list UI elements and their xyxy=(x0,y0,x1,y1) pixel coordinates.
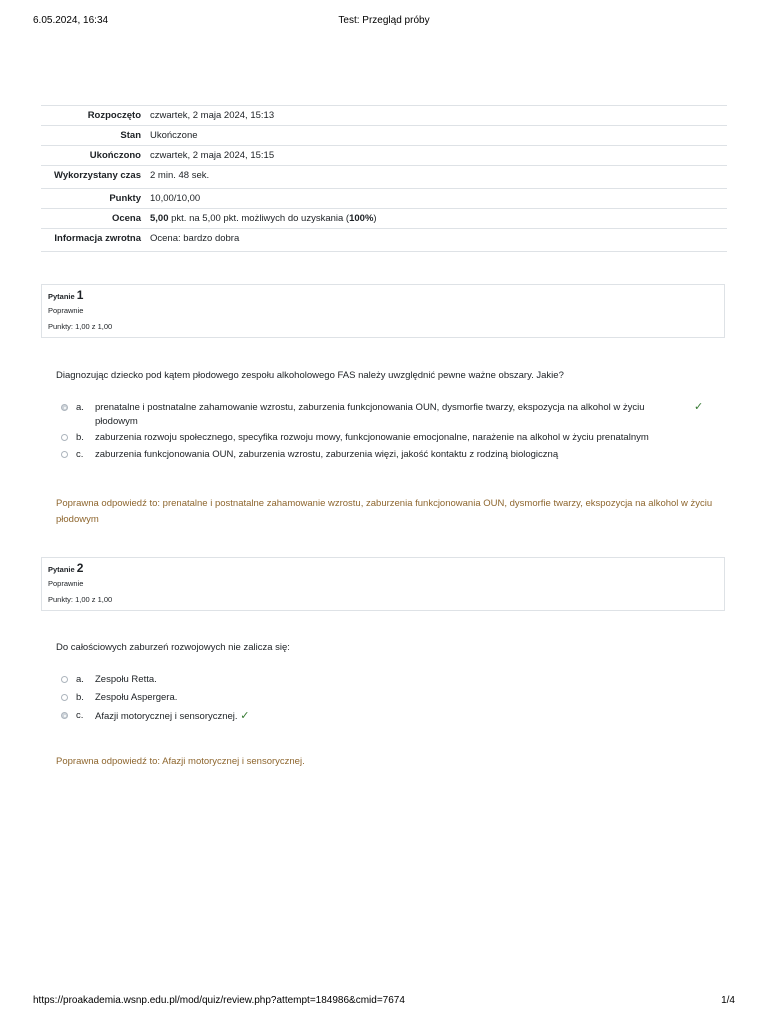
question-number xyxy=(48,289,718,303)
grade-label: Ocena xyxy=(111,213,141,224)
question-label: Pytanie xyxy=(48,565,75,574)
answer-text: zaburzenia funkcjonowania OUN, zaburzenia wzrostu, zaburzenia więzi, jakość kontaktu z rodziną biologiczną xyxy=(95,449,559,460)
summary-row xyxy=(41,146,727,166)
feedback-label: Informacja zwrotna xyxy=(54,233,141,244)
question-state: Poprawnie xyxy=(48,306,84,315)
answer-option[interactable] xyxy=(60,431,720,448)
summary-value: 2 min. 48 sek. xyxy=(150,170,210,181)
radio-button[interactable] xyxy=(61,694,68,701)
question-1-right-answer: Poprawna odpowiedź to: prenatalne i postnatalne zahamowanie wzrostu, zaburzenia funkcjonowania OUN, dysmorfie twarzy, ekspozycja na alkohol w życiu płodowym xyxy=(56,498,713,525)
summary-label: Stan xyxy=(120,130,141,141)
answer-letter: c. xyxy=(76,449,84,460)
summary-row-feedback xyxy=(41,229,727,252)
answer-text xyxy=(95,709,720,724)
radio-button[interactable] xyxy=(61,676,68,683)
question-grade: Punkty: 1,00 z 1,00 xyxy=(48,595,113,604)
answer-letter: b. xyxy=(76,692,84,703)
grade-score: 5,00 xyxy=(150,213,169,224)
answer-option[interactable] xyxy=(60,709,720,727)
answer-letter: b. xyxy=(76,432,84,443)
question-number-value: 2 xyxy=(76,561,84,575)
attempt-summary-table xyxy=(41,105,727,252)
answer-letter: c. xyxy=(76,710,84,721)
answer-option[interactable] xyxy=(60,673,720,691)
summary-label: Ukończono xyxy=(89,150,141,161)
feedback-value: Ocena: bardzo dobra xyxy=(150,233,240,244)
question-1-info xyxy=(41,284,725,338)
print-datetime: 6.05.2024, 16:34 xyxy=(33,15,109,26)
answer-option[interactable] xyxy=(60,691,720,709)
grade-mid: pkt. na 5,00 pkt. możliwych do uzyskania ( xyxy=(168,213,350,224)
summary-value: 10,00/10,00 xyxy=(150,193,201,204)
answer-letter: a. xyxy=(76,402,84,413)
question-1-text: Diagnozując dziecko pod kątem płodowego zespołu alkoholowego FAS należy uwzględnić pewne ważne obszary. Jakie? xyxy=(56,370,564,381)
answer-option[interactable] xyxy=(60,401,720,431)
summary-row xyxy=(41,189,727,209)
print-header xyxy=(0,15,768,31)
answer-option[interactable] xyxy=(60,448,720,465)
question-1-answers xyxy=(60,401,720,465)
summary-value: Ukończone xyxy=(150,130,198,141)
question-label: Pytanie xyxy=(48,292,75,301)
summary-label: Rozpoczęto xyxy=(87,110,141,121)
check-icon: ✓ xyxy=(240,710,250,722)
radio-button[interactable] xyxy=(61,451,68,458)
summary-row xyxy=(41,106,727,126)
question-2-right-answer: Poprawna odpowiedź to: Afazji motorycznej i sensorycznej. xyxy=(56,756,305,767)
question-state: Poprawnie xyxy=(48,579,84,588)
summary-row-grade xyxy=(41,209,727,229)
summary-value: czwartek, 2 maja 2024, 15:15 xyxy=(150,150,275,161)
page-number: 1/4 xyxy=(721,995,735,1006)
question-number-value: 1 xyxy=(76,288,84,302)
answer-text: zaburzenia rozwoju społecznego, specyfika rozwoju mowy, funkcjonowanie emocjonalne, narażenie na alkohol w życiu prenatalnym xyxy=(95,432,649,443)
answer-letter: a. xyxy=(76,674,84,685)
grade-value xyxy=(150,209,727,229)
radio-button[interactable] xyxy=(61,404,68,411)
check-icon: ✓ xyxy=(694,401,704,413)
print-footer xyxy=(0,995,768,1011)
summary-row xyxy=(41,166,727,189)
grade-percent: 100% xyxy=(349,213,374,224)
question-grade: Punkty: 1,00 z 1,00 xyxy=(48,322,113,331)
grade-end: ) xyxy=(373,213,377,224)
summary-value: czwartek, 2 maja 2024, 15:13 xyxy=(150,110,275,121)
summary-label: Punkty xyxy=(109,193,141,204)
question-2-answers xyxy=(60,673,720,727)
question-number xyxy=(48,562,718,576)
answer-text: Zespołu Retta. xyxy=(95,674,157,685)
radio-button[interactable] xyxy=(61,712,68,719)
answer-text-value: Afazji motorycznej i sensorycznej. xyxy=(95,711,238,722)
print-title: Test: Przegląd próby xyxy=(338,15,430,26)
answer-text: Zespołu Aspergera. xyxy=(95,692,178,703)
summary-row xyxy=(41,126,727,146)
answer-text: prenatalne i postnatalne zahamowanie wzrostu, zaburzenia funkcjonowania OUN, dysmorfie twarzy, ekspozycja na alkohol w życiu płodowym xyxy=(95,402,645,427)
question-2-info xyxy=(41,557,725,611)
radio-button[interactable] xyxy=(61,434,68,441)
question-2-text: Do całościowych zaburzeń rozwojowych nie zalicza się: xyxy=(56,642,290,653)
print-url: https://proakademia.wsnp.edu.pl/mod/quiz/review.php?attempt=184986&cmid=7674 xyxy=(33,995,405,1006)
summary-label: Wykorzystany czas xyxy=(54,170,141,181)
